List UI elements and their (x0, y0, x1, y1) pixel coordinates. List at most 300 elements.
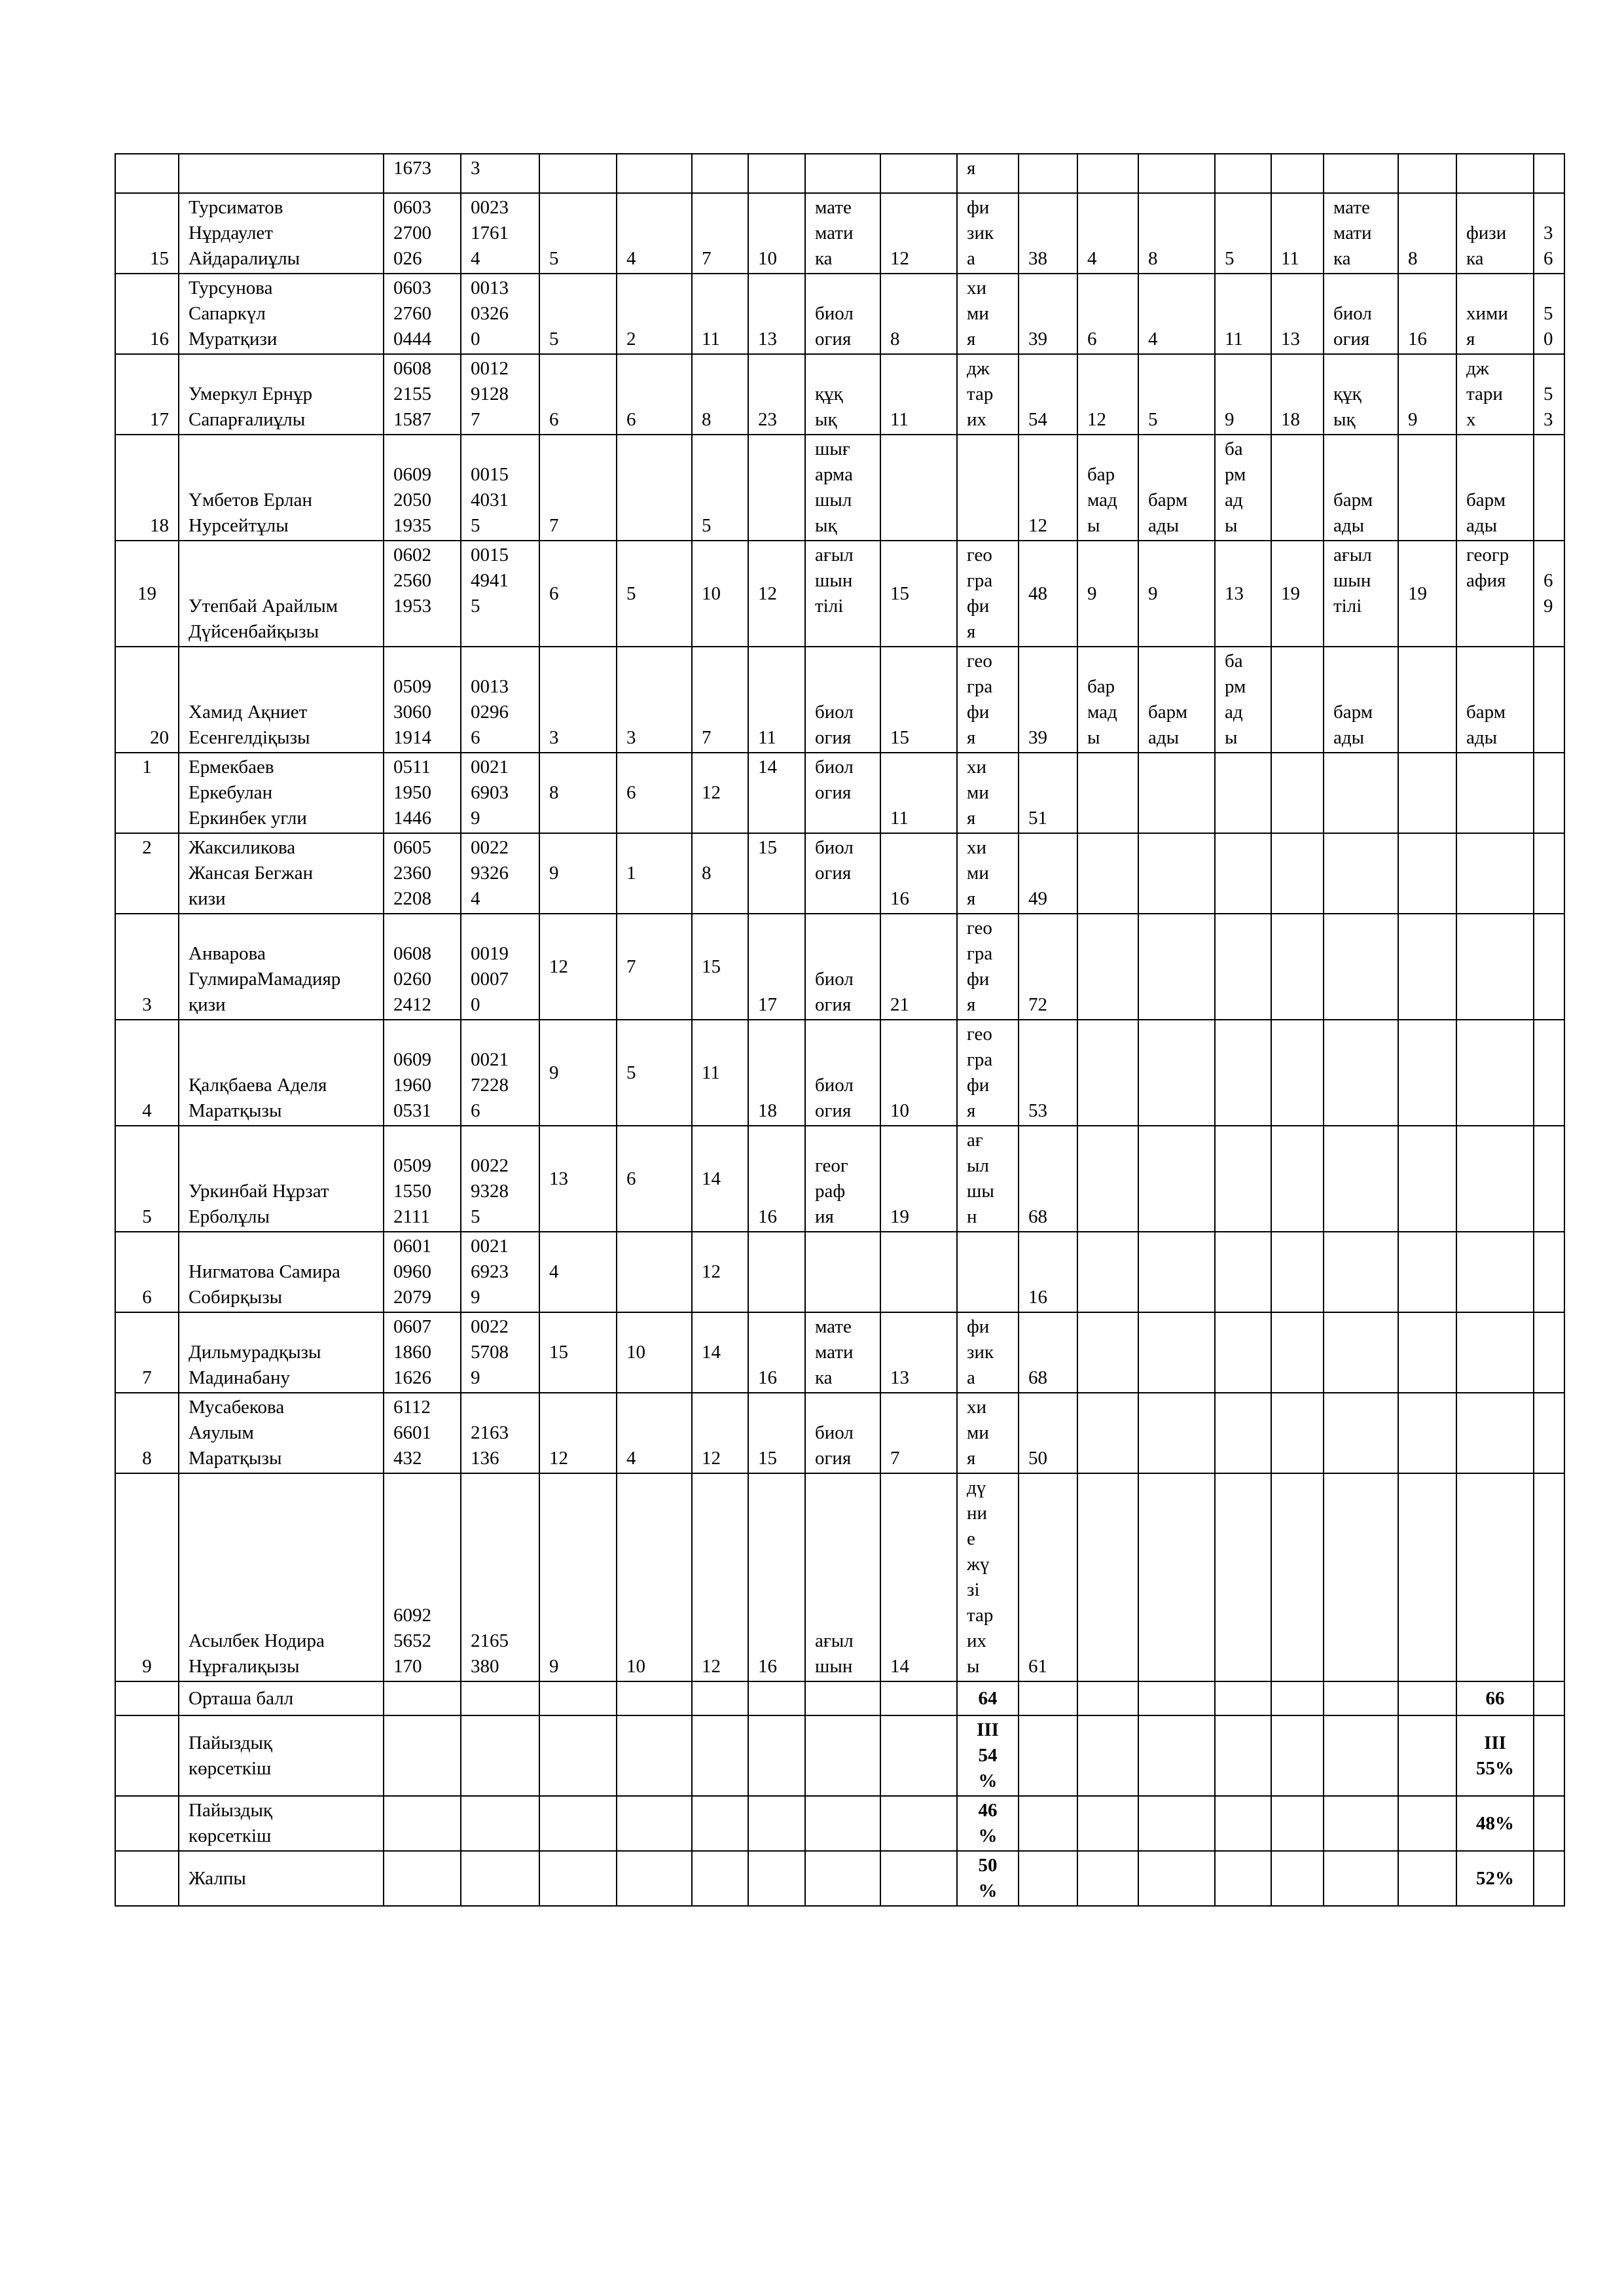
cell-e (1077, 154, 1138, 193)
cell-g (1215, 1232, 1271, 1312)
cell-s3v (1398, 914, 1456, 1020)
cell-name (179, 154, 384, 193)
cell-s3: биол огия (1324, 274, 1398, 354)
cell-s4v: 53 (1534, 354, 1564, 435)
cell-h (1271, 753, 1324, 833)
summary-empty-cell (748, 1851, 805, 1906)
summary-empty-cell (1215, 1715, 1271, 1796)
cell-s2v: 50 (1019, 1393, 1077, 1473)
table-row (115, 647, 1564, 753)
summary-empty-cell (384, 1796, 461, 1851)
summary-empty-cell (880, 1681, 957, 1715)
cell-s4v (1534, 753, 1564, 833)
summary-empty-cell (115, 1715, 179, 1796)
cell-c: 12 (692, 1393, 748, 1473)
summary-value-first: 64 (957, 1681, 1019, 1715)
cell-s3 (1324, 914, 1398, 1020)
cell-g: 11 (1215, 274, 1271, 354)
cell-b: 5 (617, 1020, 692, 1126)
cell-e (1077, 1473, 1138, 1681)
cell-s2v: 72 (1019, 914, 1077, 1020)
cell-s1v (880, 154, 957, 193)
cell-c: 14 (692, 1126, 748, 1232)
cell-n: 17 (115, 354, 179, 435)
cell-c: 12 (692, 1473, 748, 1681)
cell-s3v: 19 (1398, 541, 1456, 647)
cell-f (1138, 1473, 1215, 1681)
cell-s2: хи ми я (957, 1393, 1019, 1473)
cell-c: 5 (692, 435, 748, 541)
summary-label: Пайыздық көрсеткіш (179, 1796, 384, 1851)
cell-f: 8 (1138, 193, 1215, 274)
cell-g (1215, 1473, 1271, 1681)
cell-a: 9 (539, 1020, 617, 1126)
cell-s1: биол огия (805, 1020, 880, 1126)
cell-h: 18 (1271, 354, 1324, 435)
summary-empty-cell (617, 1681, 692, 1715)
cell-c: 8 (692, 354, 748, 435)
cell-c1: 6092 5652 170 (384, 1473, 461, 1681)
cell-g (1215, 154, 1271, 193)
cell-c2: 0023 1761 4 (461, 193, 539, 274)
cell-s1: биол огия (805, 753, 880, 833)
cell-s4 (1456, 1020, 1534, 1126)
cell-h: 19 (1271, 541, 1324, 647)
cell-s4v (1534, 1020, 1564, 1126)
cell-n: 1 (115, 753, 179, 833)
cell-s2v (1019, 154, 1077, 193)
table-row (115, 833, 1564, 914)
summary-empty-cell (1534, 1796, 1564, 1851)
cell-b: 10 (617, 1473, 692, 1681)
cell-g: ба рм ад ы (1215, 647, 1271, 753)
cell-g: 5 (1215, 193, 1271, 274)
cell-s3 (1324, 1232, 1398, 1312)
cell-f: барм ады (1138, 647, 1215, 753)
summary-empty-cell (1271, 1851, 1324, 1906)
cell-s2v: 68 (1019, 1312, 1077, 1393)
cell-s2v: 38 (1019, 193, 1077, 274)
cell-n (115, 154, 179, 193)
cell-s2v: 39 (1019, 274, 1077, 354)
cell-s4v: 50 (1534, 274, 1564, 354)
cell-c1: 0601 0960 2079 (384, 1232, 461, 1312)
cell-g: ба рм ад ы (1215, 435, 1271, 541)
cell-s1 (805, 1232, 880, 1312)
cell-c: 8 (692, 833, 748, 914)
summary-empty-cell (384, 1681, 461, 1715)
cell-s1: биол огия (805, 274, 880, 354)
summary-empty-cell (692, 1851, 748, 1906)
cell-g (1215, 1020, 1271, 1126)
cell-b: 3 (617, 647, 692, 753)
cell-e (1077, 753, 1138, 833)
cell-d: 18 (748, 1020, 805, 1126)
cell-n: 4 (115, 1020, 179, 1126)
cell-s1v: 11 (880, 354, 957, 435)
cell-s1v: 19 (880, 1126, 957, 1232)
cell-s2: гео гра фи я (957, 647, 1019, 753)
cell-s3v (1398, 1312, 1456, 1393)
summary-empty-cell (880, 1851, 957, 1906)
cell-s1v (880, 1232, 957, 1312)
cell-f (1138, 154, 1215, 193)
cell-s2 (957, 1232, 1019, 1312)
cell-s3: ағыл шын тілі (1324, 541, 1398, 647)
cell-s1v: 8 (880, 274, 957, 354)
cell-name: Нигматова Самира Собирқызы (179, 1232, 384, 1312)
cell-s1: биол огия (805, 833, 880, 914)
cell-s1: мате мати ка (805, 1312, 880, 1393)
cell-b: 6 (617, 354, 692, 435)
summary-empty-cell (748, 1681, 805, 1715)
cell-s3v: 16 (1398, 274, 1456, 354)
cell-s3v: 9 (1398, 354, 1456, 435)
summary-empty-cell (805, 1851, 880, 1906)
cell-d: 16 (748, 1312, 805, 1393)
cell-s4 (1456, 914, 1534, 1020)
summary-empty-cell (1271, 1715, 1324, 1796)
table-row (115, 1393, 1564, 1473)
cell-n: 6 (115, 1232, 179, 1312)
cell-f (1138, 1312, 1215, 1393)
cell-s3 (1324, 1126, 1398, 1232)
cell-s3v: 8 (1398, 193, 1456, 274)
cell-e: бар мад ы (1077, 647, 1138, 753)
cell-s4v (1534, 1126, 1564, 1232)
cell-c2: 0022 5708 9 (461, 1312, 539, 1393)
summary-empty-cell (539, 1796, 617, 1851)
cell-c1: 0509 3060 1914 (384, 647, 461, 753)
cell-s2: фи зик а (957, 193, 1019, 274)
cell-s4v (1534, 1473, 1564, 1681)
cell-s2: гео гра фи я (957, 541, 1019, 647)
cell-d: 16 (748, 1473, 805, 1681)
cell-name: Ермекбаев Еркебулан Еркинбек угли (179, 753, 384, 833)
cell-b: 7 (617, 914, 692, 1020)
cell-c: 12 (692, 1232, 748, 1312)
cell-a: 12 (539, 1393, 617, 1473)
table-row (115, 541, 1564, 647)
summary-empty-cell (384, 1851, 461, 1906)
cell-a: 7 (539, 435, 617, 541)
summary-value-second: 52% (1456, 1851, 1534, 1906)
cell-s4v: 36 (1534, 193, 1564, 274)
cell-c1: 0605 2360 2208 (384, 833, 461, 914)
summary-empty-cell (461, 1851, 539, 1906)
cell-s4v (1534, 1393, 1564, 1473)
cell-s2v: 68 (1019, 1126, 1077, 1232)
cell-n: 19 (115, 541, 179, 647)
summary-empty-cell (880, 1796, 957, 1851)
cell-e (1077, 1393, 1138, 1473)
cell-c2: 0012 9128 7 (461, 354, 539, 435)
cell-d: 17 (748, 914, 805, 1020)
cell-s2: я (957, 154, 1019, 193)
cell-n: 18 (115, 435, 179, 541)
cell-c1: 0609 2050 1935 (384, 435, 461, 541)
cell-c: 12 (692, 753, 748, 833)
cell-s1 (805, 154, 880, 193)
table-row (115, 1126, 1564, 1232)
cell-c2: 0013 0326 0 (461, 274, 539, 354)
cell-b (617, 154, 692, 193)
cell-c2: 0022 9328 5 (461, 1126, 539, 1232)
cell-f (1138, 753, 1215, 833)
cell-name: Дильмурадқызы Мадинабану (179, 1312, 384, 1393)
cell-e (1077, 833, 1138, 914)
cell-a: 12 (539, 914, 617, 1020)
cell-n: 8 (115, 1393, 179, 1473)
summary-row (115, 1851, 1564, 1906)
cell-c2: 0013 0296 6 (461, 647, 539, 753)
cell-s2v: 49 (1019, 833, 1077, 914)
cell-s2: фи зик а (957, 1312, 1019, 1393)
cell-e: 9 (1077, 541, 1138, 647)
cell-n: 15 (115, 193, 179, 274)
cell-h (1271, 1232, 1324, 1312)
cell-c: 10 (692, 541, 748, 647)
cell-d (748, 435, 805, 541)
summary-empty-cell (1324, 1796, 1398, 1851)
summary-value-first: 46 % (957, 1796, 1019, 1851)
cell-s4v (1534, 914, 1564, 1020)
cell-d: 10 (748, 193, 805, 274)
table-row (115, 753, 1564, 833)
summary-value-second: 66 (1456, 1681, 1534, 1715)
cell-c: 11 (692, 274, 748, 354)
summary-empty-cell (461, 1715, 539, 1796)
summary-empty-cell (1077, 1796, 1138, 1851)
table-row (115, 1020, 1564, 1126)
cell-a: 13 (539, 1126, 617, 1232)
summary-empty-cell (1019, 1715, 1077, 1796)
summary-empty-cell (692, 1796, 748, 1851)
cell-c (692, 154, 748, 193)
summary-empty-cell (617, 1851, 692, 1906)
summary-empty-cell (617, 1796, 692, 1851)
summary-empty-cell (384, 1715, 461, 1796)
summary-empty-cell (1077, 1851, 1138, 1906)
summary-empty-cell (617, 1715, 692, 1796)
cell-s2v: 12 (1019, 435, 1077, 541)
cell-s1v: 10 (880, 1020, 957, 1126)
cell-d: 12 (748, 541, 805, 647)
cell-c2: 0021 6923 9 (461, 1232, 539, 1312)
cell-b: 10 (617, 1312, 692, 1393)
cell-h (1271, 1312, 1324, 1393)
cell-s1: ағыл шын тілі (805, 541, 880, 647)
cell-f (1138, 1393, 1215, 1473)
cell-c2: 0021 6903 9 (461, 753, 539, 833)
summary-empty-cell (1398, 1851, 1456, 1906)
cell-e: бар мад ы (1077, 435, 1138, 541)
summary-empty-cell (539, 1681, 617, 1715)
cell-name: Мусабекова Аяулым Маратқызы (179, 1393, 384, 1473)
summary-empty-cell (692, 1715, 748, 1796)
cell-s1v: 14 (880, 1473, 957, 1681)
cell-s1: ағыл шын (805, 1473, 880, 1681)
cell-g: 13 (1215, 541, 1271, 647)
cell-s3v (1398, 647, 1456, 753)
cell-s2 (957, 435, 1019, 541)
cell-h (1271, 914, 1324, 1020)
summary-empty-cell (539, 1851, 617, 1906)
summary-empty-cell (692, 1681, 748, 1715)
summary-empty-cell (1215, 1851, 1271, 1906)
cell-s2: ағ ыл шы н (957, 1126, 1019, 1232)
cell-n: 9 (115, 1473, 179, 1681)
summary-empty-cell (1324, 1681, 1398, 1715)
summary-empty-cell (805, 1681, 880, 1715)
cell-a: 6 (539, 354, 617, 435)
cell-s1v: 11 (880, 753, 957, 833)
cell-c2: 0015 4031 5 (461, 435, 539, 541)
cell-a: 4 (539, 1232, 617, 1312)
cell-c1: 0603 2760 0444 (384, 274, 461, 354)
cell-name: Жаксиликова Жансая Бегжан кизи (179, 833, 384, 914)
cell-s4 (1456, 1393, 1534, 1473)
cell-s3: барм ады (1324, 647, 1398, 753)
cell-c: 7 (692, 193, 748, 274)
cell-f: 4 (1138, 274, 1215, 354)
cell-s3v (1398, 1473, 1456, 1681)
cell-s3 (1324, 1393, 1398, 1473)
cell-s1v: 16 (880, 833, 957, 914)
summary-empty-cell (115, 1851, 179, 1906)
summary-empty-cell (1271, 1681, 1324, 1715)
summary-value-second: ІІІ 55% (1456, 1715, 1534, 1796)
cell-b: 6 (617, 753, 692, 833)
cell-s1v: 7 (880, 1393, 957, 1473)
cell-s4 (1456, 1312, 1534, 1393)
cell-s4 (1456, 1473, 1534, 1681)
cell-s2v: 39 (1019, 647, 1077, 753)
cell-s4v (1534, 435, 1564, 541)
cell-s1v: 15 (880, 541, 957, 647)
summary-empty-cell (1019, 1681, 1077, 1715)
cell-s4: барм ады (1456, 435, 1534, 541)
summary-label: Пайыздық көрсеткіш (179, 1715, 384, 1796)
cell-f: барм ады (1138, 435, 1215, 541)
cell-name: Уркинбай Нұрзат Ерболұлы (179, 1126, 384, 1232)
cell-b: 1 (617, 833, 692, 914)
cell-name: Асылбек Нодира Нұрғалиқызы (179, 1473, 384, 1681)
summary-empty-cell (748, 1715, 805, 1796)
cell-s2v: 16 (1019, 1232, 1077, 1312)
cell-e: 6 (1077, 274, 1138, 354)
cell-s4v (1534, 833, 1564, 914)
cell-b: 5 (617, 541, 692, 647)
summary-empty-cell (1077, 1715, 1138, 1796)
cell-s4v: 69 (1534, 541, 1564, 647)
cell-c1: 0608 2155 1587 (384, 354, 461, 435)
cell-s4 (1456, 833, 1534, 914)
cell-c2: 0019 0007 0 (461, 914, 539, 1020)
cell-s3v (1398, 1393, 1456, 1473)
cell-s3: мате мати ка (1324, 193, 1398, 274)
cell-e (1077, 914, 1138, 1020)
cell-s4 (1456, 154, 1534, 193)
cell-a: 5 (539, 193, 617, 274)
cell-f (1138, 1020, 1215, 1126)
cell-s3v (1398, 1126, 1456, 1232)
cell-e (1077, 1126, 1138, 1232)
cell-s1: биол огия (805, 914, 880, 1020)
cell-s4: физи ка (1456, 193, 1534, 274)
cell-s3 (1324, 833, 1398, 914)
table-row (115, 193, 1564, 274)
summary-empty-cell (1534, 1715, 1564, 1796)
cell-n: 2 (115, 833, 179, 914)
cell-h (1271, 1020, 1324, 1126)
cell-c: 14 (692, 1312, 748, 1393)
cell-s1: шығ арма шыл ық (805, 435, 880, 541)
cell-f (1138, 1232, 1215, 1312)
cell-s2: дү ни е жү зі тар их ы (957, 1473, 1019, 1681)
summary-value-second: 48% (1456, 1796, 1534, 1851)
cell-s4v (1534, 154, 1564, 193)
cell-d: 13 (748, 274, 805, 354)
cell-s3: барм ады (1324, 435, 1398, 541)
cell-c1: 0511 1950 1446 (384, 753, 461, 833)
cell-b: 2 (617, 274, 692, 354)
cell-a (539, 154, 617, 193)
cell-f: 9 (1138, 541, 1215, 647)
cell-g (1215, 1393, 1271, 1473)
cell-name: Умеркул Ернұр Сапарғалиұлы (179, 354, 384, 435)
cell-name: Турсунова Сапаркүл Муратқизи (179, 274, 384, 354)
cell-h: 11 (1271, 193, 1324, 274)
cell-s1: құқ ық (805, 354, 880, 435)
summary-row (115, 1681, 1564, 1715)
summary-empty-cell (1019, 1851, 1077, 1906)
cell-s2: хи ми я (957, 274, 1019, 354)
cell-s4v (1534, 1312, 1564, 1393)
cell-n: 16 (115, 274, 179, 354)
cell-a: 5 (539, 274, 617, 354)
cell-h: 13 (1271, 274, 1324, 354)
cell-n: 20 (115, 647, 179, 753)
cell-s2: хи ми я (957, 833, 1019, 914)
summary-empty-cell (1324, 1715, 1398, 1796)
cell-s2v: 53 (1019, 1020, 1077, 1126)
summary-row (115, 1715, 1564, 1796)
cell-b: 4 (617, 193, 692, 274)
cell-s3v (1398, 1020, 1456, 1126)
summary-label: Жалпы (179, 1851, 384, 1906)
summary-label: Орташа балл (179, 1681, 384, 1715)
cell-b: 4 (617, 1393, 692, 1473)
summary-empty-cell (1398, 1715, 1456, 1796)
cell-e: 12 (1077, 354, 1138, 435)
summary-empty-cell (1324, 1851, 1398, 1906)
cell-d: 14 (748, 753, 805, 833)
summary-empty-cell (1534, 1681, 1564, 1715)
cell-d: 15 (748, 833, 805, 914)
cell-c1: 0509 1550 2111 (384, 1126, 461, 1232)
cell-a: 6 (539, 541, 617, 647)
cell-c2: 0022 9326 4 (461, 833, 539, 914)
cell-s3: құқ ық (1324, 354, 1398, 435)
summary-empty-cell (1138, 1851, 1215, 1906)
summary-empty-cell (1398, 1681, 1456, 1715)
cell-s4: барм ады (1456, 647, 1534, 753)
cell-s4: дж тари х (1456, 354, 1534, 435)
cell-name: Қалқбаева Аделя Маратқызы (179, 1020, 384, 1126)
cell-g (1215, 914, 1271, 1020)
table-row (115, 914, 1564, 1020)
